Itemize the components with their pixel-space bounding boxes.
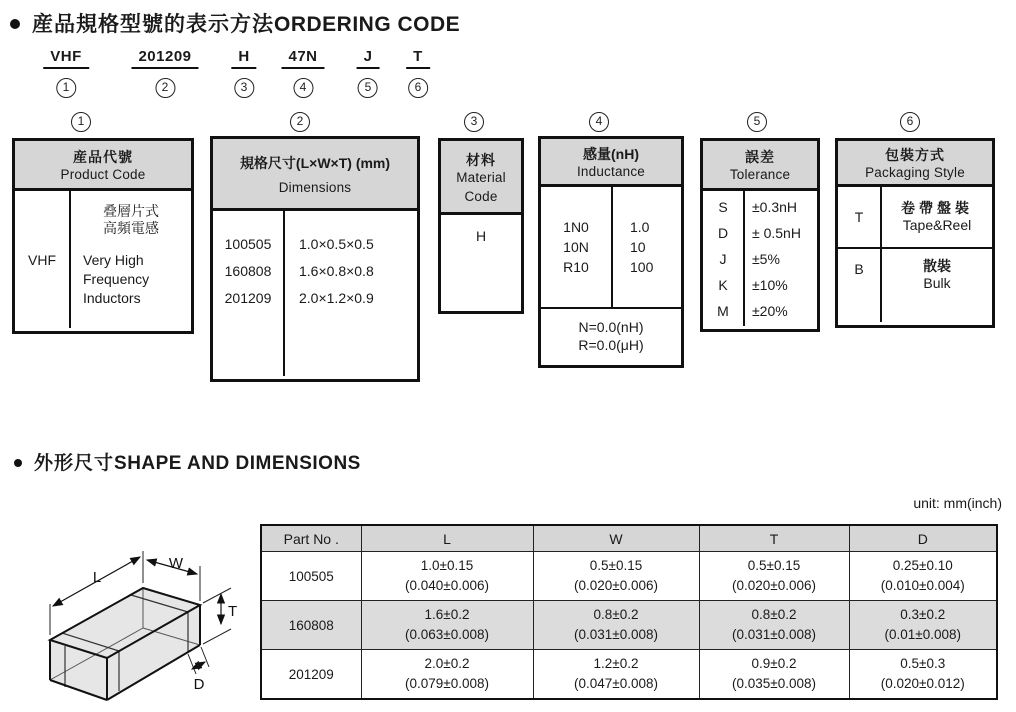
dim-inch: (0.020±0.012) (880, 676, 965, 691)
col-header-t: T (699, 525, 849, 552)
packaging-desc-en: Bulk (923, 275, 951, 291)
tolerance-code: M (717, 303, 729, 319)
inductance-code: R10 (563, 259, 589, 275)
product-desc-cjk: 高頻電感 (103, 220, 159, 236)
size-code: 100505 (224, 236, 272, 252)
dim-label-l: L (92, 569, 102, 586)
inductance-value: 1.0 (630, 219, 650, 235)
product-desc-en: Inductors (83, 290, 141, 306)
dim-mm: 0.25±0.10 (892, 558, 953, 573)
box-title-cjk: 感量(nH) (583, 146, 639, 162)
box-title-en: Dimensions (278, 179, 352, 195)
dim-inch: (0.010±0.004) (880, 578, 965, 593)
dim-inch: (0.035±0.008) (732, 676, 816, 691)
dim-inch: (0.020±0.006) (732, 578, 816, 593)
packaging-desc-cjk: 散裝 (923, 258, 951, 274)
tolerance-code: K (718, 277, 728, 293)
tolerance-value: ±10% (752, 277, 788, 293)
tolerance-value: ±5% (752, 251, 780, 267)
dim-inch: (0.031±0.008) (732, 627, 816, 642)
bullet-icon (14, 459, 22, 467)
box-title-cjk: 産品代號 (73, 149, 133, 165)
product-code-value: VHF (28, 251, 56, 268)
size-value: 1.0×0.5×0.5 (299, 236, 374, 252)
dim-mm: 1.0±0.15 (420, 558, 474, 573)
box-dimensions (210, 136, 420, 382)
packaging-code: T (854, 209, 864, 225)
code-value: T (406, 48, 430, 69)
tolerance-code: J (719, 251, 727, 267)
inductance-value: 100 (630, 259, 654, 275)
packaging-desc-cjk: 卷帶盤裝 (901, 200, 973, 216)
size-value: 1.6×0.8×0.8 (299, 263, 374, 279)
inductance-code: 1N0 (563, 219, 589, 235)
dim-inch: (0.040±0.006) (405, 578, 489, 593)
tolerance-value: ± 0.5nH (752, 225, 801, 241)
dim-inch: (0.01±0.008) (884, 627, 961, 642)
bullet-icon (10, 19, 20, 29)
circled-number: 5 (747, 112, 767, 132)
size-code: 201209 (224, 290, 272, 306)
code-value: 201209 (131, 48, 198, 69)
section2-title-cjk: 外形尺寸 (34, 453, 115, 474)
inductance-note: R=0.0(μH) (578, 336, 644, 353)
code-value: J (357, 48, 380, 69)
code-segment-inductance (281, 48, 324, 98)
dim-mm: 0.8±0.2 (751, 607, 797, 622)
size-code: 160808 (224, 263, 272, 279)
inductance-value: 10 (630, 239, 646, 255)
dim-mm: 2.0±0.2 (424, 656, 470, 671)
code-segment-size (131, 48, 198, 98)
table-row (261, 650, 997, 700)
code-value: VHF (43, 48, 89, 69)
box-product-code (12, 138, 194, 334)
packaging-code: B (854, 261, 864, 277)
dim-mm: 0.5±0.15 (589, 558, 643, 573)
box-title-cjk: 誤差 (745, 149, 775, 165)
part-no: 160808 (261, 601, 361, 650)
box-title-en: Material (456, 169, 506, 185)
packaging-desc-en: Tape&Reel (902, 217, 972, 233)
box-tolerance (700, 138, 820, 332)
box-title-en: Product Code (60, 167, 146, 182)
circled-number: 6 (408, 78, 428, 98)
circled-number: 2 (155, 78, 175, 98)
box-inductance (538, 136, 684, 368)
circled-number: 2 (290, 112, 310, 132)
box-packaging-style (835, 138, 995, 328)
circled-number: 4 (589, 112, 609, 132)
circled-number: 6 (900, 112, 920, 132)
table-row (261, 552, 997, 601)
circled-number: 3 (464, 112, 484, 132)
col-header-w: W (533, 525, 699, 552)
circled-number: 1 (56, 78, 76, 98)
material-code-value: H (475, 228, 487, 244)
dim-label-d: D (193, 676, 205, 693)
tolerance-value: ±20% (752, 303, 788, 319)
table-header-row (261, 525, 997, 552)
circled-number: 1 (71, 112, 91, 132)
product-desc-en: Frequency (83, 271, 150, 287)
product-desc-cjk: 叠層片式 (103, 203, 159, 219)
dim-inch: (0.047±0.008) (574, 676, 658, 691)
box-title-cjk: 材料 (466, 151, 496, 168)
dim-mm: 0.3±0.2 (900, 607, 946, 622)
box-title-cjk: 規格尺寸(L×W×T) (mm) (239, 154, 391, 171)
unit-note: unit: mm(inch) (913, 495, 1002, 511)
section2-title-en: SHAPE AND DIMENSIONS (114, 453, 361, 474)
inductance-note: N=0.0(nH) (578, 318, 644, 335)
code-segment-material (231, 48, 256, 98)
code-segment-product (43, 48, 89, 98)
section-title-ordering-code (10, 8, 460, 38)
col-header-part: Part No . (261, 525, 361, 552)
dim-label-t: T (228, 603, 238, 620)
tolerance-code: D (717, 225, 729, 241)
section1-title-en: ORDERING CODE (274, 13, 461, 36)
dim-mm: 0.5±0.15 (747, 558, 801, 573)
tolerance-code: S (718, 199, 728, 215)
dim-mm: 0.8±0.2 (593, 607, 639, 622)
code-segment-tolerance (357, 48, 380, 98)
box-title-en: Code (464, 188, 498, 204)
dim-mm: 1.6±0.2 (424, 607, 470, 622)
dim-mm: 0.9±0.2 (751, 656, 797, 671)
box-title-en: Tolerance (729, 167, 791, 182)
dim-inch: (0.079±0.008) (405, 676, 489, 691)
code-segment-packaging (406, 48, 430, 98)
dim-inch: (0.063±0.008) (405, 627, 489, 642)
section1-title-cjk: 産品規格型號的表示方法 (32, 13, 274, 36)
part-no: 201209 (261, 650, 361, 700)
dim-label-w: W (168, 555, 184, 572)
dim-mm: 0.5±0.3 (900, 656, 946, 671)
dim-inch: (0.020±0.006) (574, 578, 658, 593)
dim-inch: (0.031±0.008) (574, 627, 658, 642)
inductance-code: 10N (563, 239, 589, 255)
col-header-d: D (849, 525, 997, 552)
table-row (261, 601, 997, 650)
circled-number: 3 (234, 78, 254, 98)
box-title-cjk: 包裝方式 (885, 147, 945, 163)
dim-mm: 1.2±0.2 (593, 656, 639, 671)
size-value: 2.0×1.2×0.9 (299, 290, 374, 306)
box-title-en: Packaging Style (865, 165, 965, 180)
chip-dimension-diagram (22, 542, 247, 710)
tolerance-value: ±0.3nH (752, 199, 798, 215)
code-value: 47N (281, 48, 324, 69)
circled-number: 4 (293, 78, 313, 98)
box-title-en: Inductance (576, 164, 646, 179)
circled-number: 5 (358, 78, 378, 98)
dimensions-table (260, 524, 998, 700)
part-no: 100505 (261, 552, 361, 601)
col-header-l: L (361, 525, 533, 552)
product-desc-en: Very High (83, 252, 144, 268)
box-material-code (438, 138, 524, 314)
code-value: H (231, 48, 256, 69)
section-title-shape-dimensions (14, 448, 361, 475)
